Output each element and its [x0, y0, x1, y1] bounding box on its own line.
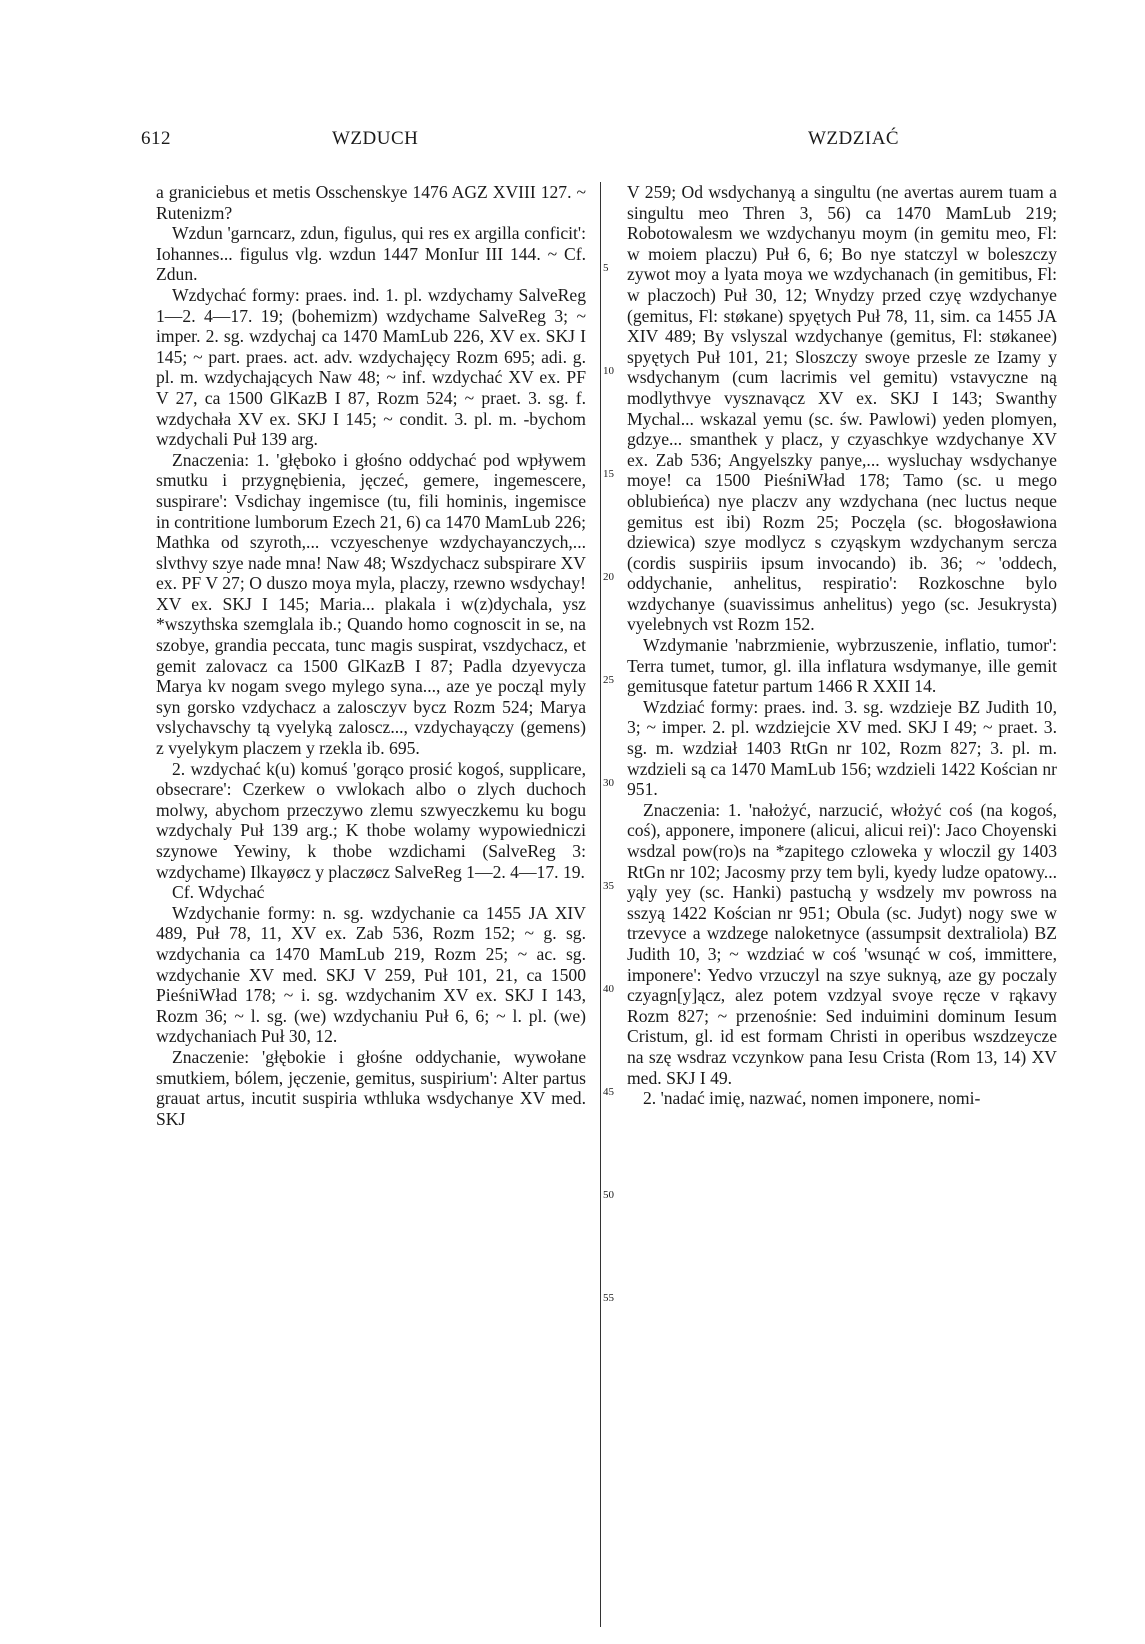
line-number: 50 [603, 1189, 614, 1201]
entry-wzdychanie-meaning: Znaczenie: 'głębokie i głośne oddychanie, wywołane smutkiem, bólem, jęczenie, gemitus, suspirium': Alter partus grauat artus, incutit suspiria wthluka wsdychanye XV med. SKJ [156, 1046, 586, 1129]
entry-wzdymanie: Wzdymanie 'nabrzmienie, wybrzuszenie, inflatio, tumor': Terra tumet, tumor, gl. illa inflatura wsdymanye, ille gemit gemitusque fatetur partum 1466 R XXII 14. [627, 635, 1057, 697]
entry-wzdychac-forms: Wzdychać formy: praes. ind. 1. pl. wzdychamy SalveReg 1—2. 4—17. 19; (bohemizm) wzdychame SalveReg 3; ~ imper. 2. sg. wzdychaj ca 1470 MamLub 226, XV ex. SKJ I 145; ~ part. praes. act. adv. wzdychajęcy Rozm 695; adi. g. pl. m. wzdychających Naw 48; ~ inf. wzdychać XV ex. PF V 27, ca 1500 GlKazB I 87, Rozm 524; ~ praet. 3. sg. f. wzdychała XV ex. SKJ I 145; ~ condit. 3. pl. m. -bychom wzdychali Puł 139 arg. [156, 284, 586, 450]
entry-wzdychac-meaning-2: 2. wzdychać k(u) komuś 'gorąco prosić kogoś, supplicare, obsecrare': Czerkew o vwlokach albo o zlych duchoch molwy, abychom przeczywo zlemu szwyeczkemu ku bogu wzdychaly Puł 139 arg.; K thobe wolamy wypowiedniczi szynowe Yewiny, k thobe wzdichami (SalveReg 3: wzdychame) Ilkayøcz y placzøcz SalveReg 1—2. 4—17. 19. [156, 758, 586, 882]
entry-crossref: Cf. Wdychać [172, 882, 265, 903]
line-number: 10 [603, 365, 614, 377]
line-number: 45 [603, 1086, 614, 1098]
right-running-head: WZDZIAĆ [808, 128, 900, 149]
entry-wzdziac-forms: Wzdziać formy: praes. ind. 3. sg. wzdzieje BZ Judith 10, 3; ~ imper. 2. pl. wzdziejcie XV med. SKJ I 49; ~ praet. 3. sg. m. wzdział 1403 RtGn nr 102, Rozm 827; 3. pl. m. wzdzieli są ca 1470 MamLub 156; wzdzieli 1422 Kościan nr 951. [627, 696, 1057, 800]
entry-wzdychanie-forms: Wzdychanie formy: n. sg. wzdychanie ca 1455 JA XIV 489, Puł 78, 11, XV ex. Zab 536, Rozm 152; ~ g. sg. wzdychania ca 1470 MamLub 219, Rozm 25; ~ ac. sg. wzdychanie XV med. SKJ V 259, Puł 101, 21, ca 1500 PieśniWład 178; ~ i. sg. wzdychanim XV ex. SKJ I 143, Rozm 36; ~ l. sg. (we) wzdychaniu Puł 6, 6; ~ l. pl. (we) wzdychaniach Puł 30, 12. [156, 902, 586, 1047]
page-number: 612 [141, 128, 171, 149]
entry-text: a graniciebus et metis Osschenskye 1476 AGZ XVIII 127. ~ Rutenizm? [156, 182, 586, 223]
entry-wzdun: Wzdun 'garncarz, zdun, figulus, qui res ex argilla conficit': Iohannes... figulus vlg. wzdun 1447 MonIur III 144. ~ Cf. Zdun. [156, 223, 586, 285]
left-column [156, 182, 586, 1129]
line-number: 40 [603, 983, 614, 995]
line-number: 30 [603, 777, 614, 789]
column-divider [600, 182, 601, 1627]
line-number: 25 [603, 674, 614, 686]
entry-wzdychanie-continued: V 259; Od wsdychanyą a singultu (ne avertas aurem tuam a singultu meo Thren 3, 56) ca 1470 MamLub 219; Robotowalesm we wzdychanyu moym (in gemitu meo, Fl: w moiem placzu) Puł 6, 6; Bo nye statczyl w boleszczy zywot moy a lyata moya we wzdychanach (in gemitibus, Fl: w placzoch) Puł 30, 12; Wnydzy przed czyę wzdychanye (gemitus, Fl: støkane) spyętych Puł 78, 11, sim. ca 1455 JA XIV 489; By vslyszal wzdychanye (gemitus, Fl: støkanee) spyętych Puł 101, 21; Sloszczy swoye przesle ze Izamy y wsdychanym (cum lacrimis vel gemitu) vstavyczne ną modlythvye vysznavącz XV ex. SKJ I 143; Swanthy Mychal... wskazal yemu (sc. św. Pawlowi) yeden plomyen, gdzye... smanthek y placz, y czyaschkye wzdychanye XV ex. Zab 536; Angyelszky panye,... wysluchay wsdychanye moye! ca 1500 PieśniWład 178; Tamo (sc. u mego oblubieńca) nye placzv any wzdychana (nec luctus neque gemitus est ibi) Rozm 25; Poczęla (sc. błogosławiona dziewica) szye modlycz s czyąskym wzdychanym sercza (cordis suspiriis ipsum invocando) ib. 36; ~ 'oddech, oddychanie, anhelitus, respiratio': Rozkoschne bylo wzdychanye (suavissimus anhelitus) yego (sc. Jesukrysta) vyelebnych vst Rozm 152. [627, 182, 1057, 635]
entry-wzdziac-meaning-1: Znaczenia: 1. 'nałożyć, narzucić, włożyć coś (na kogoś, coś), apponere, imponere (alicui, alicui rei)': Jaco Choyenski wsdzal pow(ro)s na *zapitego czloweka y wloczil gy 1403 RtGn nr 102; Jacosmy przy tem byli, kyedy ludze opatowy... yąly yey (sc. Hanki) pastuchą y wsdzely mv powross na sszyą 1422 Kościan nr 951; Obula (sc. Judyt) nogy swe w trzevyce a wzdzege naloketnyce (assumpsit dextraliola) BZ Judith 10, 3; ~ wzdziać w coś 'wsunąć w coś, immittere, imponere': Yedvo vrzuczyl na szye suknyą, aze gy poczaly czyagn[y]ącz, alez potem vzdzyal svoye ręcze v rąkavy Rozm 827; ~ przenośnie: Sed induimini dominum Iesum Cristum, gl. id est formam Christi in operibus wszdzeycze na szę wsdraz vczynkow pana Iesu Crista (Rom 13, 14) XV med. SKJ I 49. [627, 799, 1057, 1088]
left-running-head: WZDUCH [332, 128, 419, 149]
right-column [627, 182, 1057, 1109]
line-number: 5 [603, 262, 609, 274]
line-number: 35 [603, 880, 614, 892]
entry-wzdychac-meaning-1: Znaczenia: 1. 'głęboko i głośno oddychać pod wpływem smutku i przygnębienia, jęczeć, gemere, ingemescere, suspirare': Vsdichay ingemisce (tu, fili hominis, ingemisce in contritione lumborum Ezech 21, 6) ca 1470 MamLub 226; Mathka od szyroth,... vczyeschenye wzdychayanczych,... slvthvy szye nade mna! Naw 48; Wszdychacz subspirare XV ex. PF V 27; O duszo moya myla, placzy, rzewno wsdychay! XV ex. SKJ I 145; Maria... plakala i w(z)dychala, ysz *wszythska szemglala ib.; Quando homo cognoscit in se, na szobye, grandia peccata, tunc magis suspirat, vszdychacz, et gemit zalovacz ca 1500 GlKazB I 87; Padla dzyevycza Marya kv nogam svego mylego syna..., aze ye począl myly syn gorsko vzdychacz a zalosczyv bycz Rozm 524; Marya vslychavschy tą vyelyką zaloscz..., vzdychayączy (gemens) z vyelykym placzem y rzekla ib. 695. [156, 449, 586, 759]
line-number: 55 [603, 1292, 614, 1304]
line-number: 15 [603, 468, 614, 480]
line-number: 20 [603, 571, 614, 583]
entry-wzdziac-meaning-2: 2. 'nadać imię, nazwać, nomen imponere, nomi- [643, 1088, 981, 1109]
